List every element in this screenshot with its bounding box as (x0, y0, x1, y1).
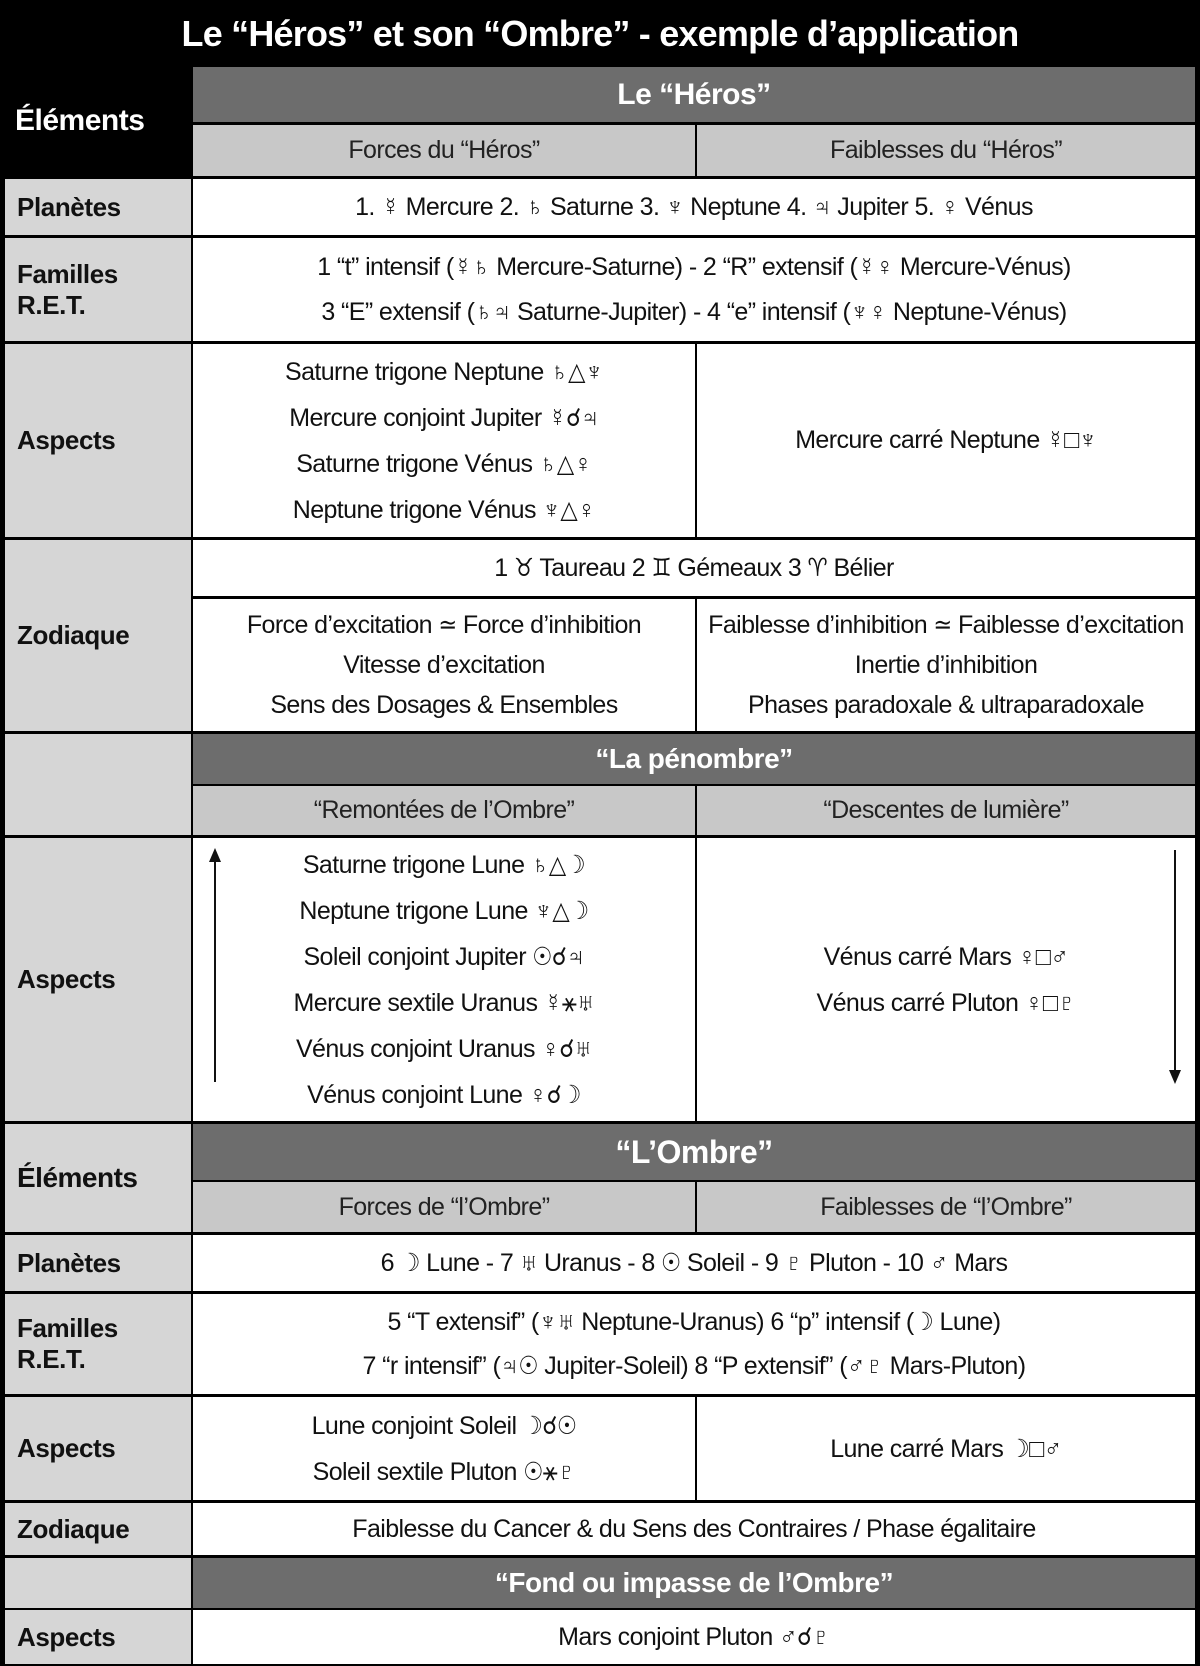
aspect-item: Saturne trigone Vénus ♄△♀ (296, 449, 592, 478)
aspect-item: Mercure carré Neptune ☿□♆ (795, 426, 1097, 454)
aspect-item: Neptune trigone Lune ♆△☽ (299, 896, 589, 925)
hero-aspects-faiblesses (697, 344, 1195, 537)
hero-zodiaque-signs (193, 540, 1195, 596)
ombre-col-left (193, 1182, 695, 1232)
hero-col-right-text: Faiblesses du “Héros” (830, 136, 1062, 164)
ombre-planetes (193, 1235, 1195, 1291)
arrow-down-icon (1167, 850, 1183, 1084)
hero-zodiaque-forces (193, 599, 695, 731)
penombre-section-title-text: “La pénombre” (595, 743, 793, 774)
aspect-item: Soleil conjoint Jupiter ☉☌♃ (303, 942, 585, 971)
penombre-aspects-label (5, 838, 191, 1121)
hero-familles-label-text: Familles R.E.T. (17, 258, 118, 320)
zodiaque-item: Faiblesse d’inhibition ≃ Faiblesse d’excitation (708, 611, 1184, 639)
fond-section-title-text: “Fond ou impasse de l’Ombre” (494, 1567, 894, 1598)
hero-familles-label (5, 238, 191, 341)
ombre-section-title-text: “L’Ombre” (615, 1133, 773, 1170)
hero-aspects-forces (193, 344, 695, 537)
table-title (3, 3, 1197, 65)
aspect-item: Saturne trigone Lune ♄△☽ (302, 850, 586, 879)
hero-col-left (193, 125, 695, 176)
ombre-planetes-label (5, 1235, 191, 1291)
hero-col-right (697, 125, 1195, 176)
arrow-up-icon (207, 848, 223, 1082)
hero-section-title-text: Le “Héros” (617, 77, 771, 111)
penombre-col-left-text: “Remontées de l’Ombre” (313, 796, 575, 824)
hero-section-title (193, 67, 1195, 122)
ombre-col-right-text: Faiblesses de “l’Ombre” (820, 1192, 1072, 1221)
penombre-col-right-text: “Descentes de lumière” (823, 796, 1069, 824)
fond-aspects-label (5, 1610, 191, 1664)
zodiaque-item: Vitesse d’excitation (343, 651, 545, 679)
ombre-zodiaque-label-text: Zodiaque (17, 1513, 130, 1544)
aspect-item: Mercure conjoint Jupiter ☿☌♃ (289, 403, 599, 432)
ombre-familles (193, 1294, 1195, 1394)
penombre-descentes (697, 838, 1195, 1121)
aspect-item: Vénus carré Pluton ♀□♇ (816, 988, 1076, 1017)
zodiaque-item: Phases paradoxale & ultraparadoxale (748, 691, 1144, 719)
ombre-elements-label-text: Éléments (17, 1162, 138, 1193)
hero-aspects-label (5, 344, 191, 537)
fond-aspect-text: Mars conjoint Pluton ♂☌♇ (558, 1623, 830, 1651)
ombre-zodiaque-label (5, 1503, 191, 1555)
ombre-col-right (697, 1182, 1195, 1232)
hero-famille-line: 1 “t” intensif (☿♄ Mercure-Saturne) - 2 “R” extensif (☿♀ Mercure-Vénus) (317, 252, 1071, 281)
aspect-item: Vénus carré Mars ♀□♂ (823, 942, 1069, 971)
aspect-item: Vénus conjoint Uranus ♀☌♅ (295, 1034, 593, 1063)
ombre-planetes-label-text: Planètes (17, 1247, 121, 1278)
penombre-col-right (697, 786, 1195, 835)
penombre-header-blank (5, 734, 191, 835)
hero-zodiaque-label-text: Zodiaque (17, 620, 130, 650)
zodiaque-item: Sens des Dosages & Ensembles (270, 691, 618, 719)
ombre-aspects-faiblesses (697, 1397, 1195, 1500)
ombre-famille-line: 5 “T extensif” (♆♅ Neptune-Uranus) 6 “p” intensif (☽ Lune) (387, 1308, 1001, 1336)
hero-zodiaque-label (5, 540, 191, 731)
hero-elements-label-text: Éléments (15, 104, 145, 137)
zodiaque-signs-text: 1 ♉ Taureau 2 ♊ Gémeaux 3 ♈ Bélier (494, 554, 894, 582)
hero-planetes-label-text: Planètes (17, 191, 121, 222)
ombre-familles-label (5, 1294, 191, 1394)
ombre-aspects-label (5, 1397, 191, 1500)
penombre-aspects-label-text: Aspects (17, 964, 116, 994)
hero-planetes-text: 1. ☿ Mercure 2. ♄ Saturne 3. ♆ Neptune 4. ♃ Jupiter 5. ♀ Vénus (355, 192, 1033, 221)
fond-aspect (193, 1610, 1195, 1664)
zodiaque-item: Force d’excitation ≃ Force d’inhibition (246, 611, 642, 639)
ombre-zodiaque-text: Faiblesse du Cancer & du Sens des Contraires / Phase égalitaire (352, 1514, 1036, 1543)
hero-familles (193, 238, 1195, 341)
aspect-item: Mercure sextile Uranus ☿⚹♅ (293, 988, 595, 1017)
penombre-col-left (193, 786, 695, 835)
hero-aspects-label-text: Aspects (17, 425, 116, 455)
fond-aspects-label-text: Aspects (17, 1621, 116, 1652)
aspect-item: Lune conjoint Soleil ☽☌☉ (311, 1411, 577, 1440)
aspect-item: Neptune trigone Vénus ♆△♀ (292, 495, 596, 524)
aspect-item: Vénus conjoint Lune ♀☌☽ (307, 1080, 581, 1109)
ombre-col-left-text: Forces de “l’Ombre” (338, 1192, 550, 1221)
hero-planetes (193, 179, 1195, 235)
hero-elements-label (3, 65, 191, 177)
penombre-section-title (193, 734, 1195, 784)
ombre-section-title (193, 1124, 1195, 1180)
ombre-zodiaque (193, 1503, 1195, 1555)
hero-col-left-text: Forces du “Héros” (348, 136, 540, 164)
aspect-item: Soleil sextile Pluton ☉⚹♇ (312, 1457, 576, 1486)
hero-zodiaque-faiblesses (697, 599, 1195, 731)
ombre-aspects-label-text: Aspects (17, 1433, 116, 1463)
penombre-remontees (193, 838, 695, 1121)
aspect-item: Lune carré Mars ☽□♂ (830, 1434, 1062, 1463)
ombre-famille-line: 7 “r intensif” (♃☉ Jupiter-Soleil) 8 “P extensif” (♂♇ Mars-Pluton) (362, 1352, 1026, 1380)
title-text: Le “Héros” et son “Ombre” - exemple d’application (181, 13, 1019, 54)
hero-famille-line: 3 “E” extensif (♄♃ Saturne-Jupiter) - 4 “e” intensif (♆♀ Neptune-Vénus) (321, 297, 1067, 326)
ombre-familles-label-text: Familles R.E.T. (17, 1313, 118, 1374)
ombre-elements-label (5, 1124, 191, 1232)
fond-section-title (193, 1558, 1195, 1608)
fond-header-blank (5, 1558, 191, 1608)
aspect-item: Saturne trigone Neptune ♄△♆ (285, 357, 603, 386)
hero-planetes-label (5, 179, 191, 235)
zodiaque-item: Inertie d’inhibition (854, 651, 1038, 679)
ombre-planetes-text: 6 ☽ Lune - 7 ♅ Uranus - 8 ☉ Soleil - 9 ♇ Pluton - 10 ♂ Mars (380, 1249, 1008, 1277)
ombre-aspects-forces (193, 1397, 695, 1500)
